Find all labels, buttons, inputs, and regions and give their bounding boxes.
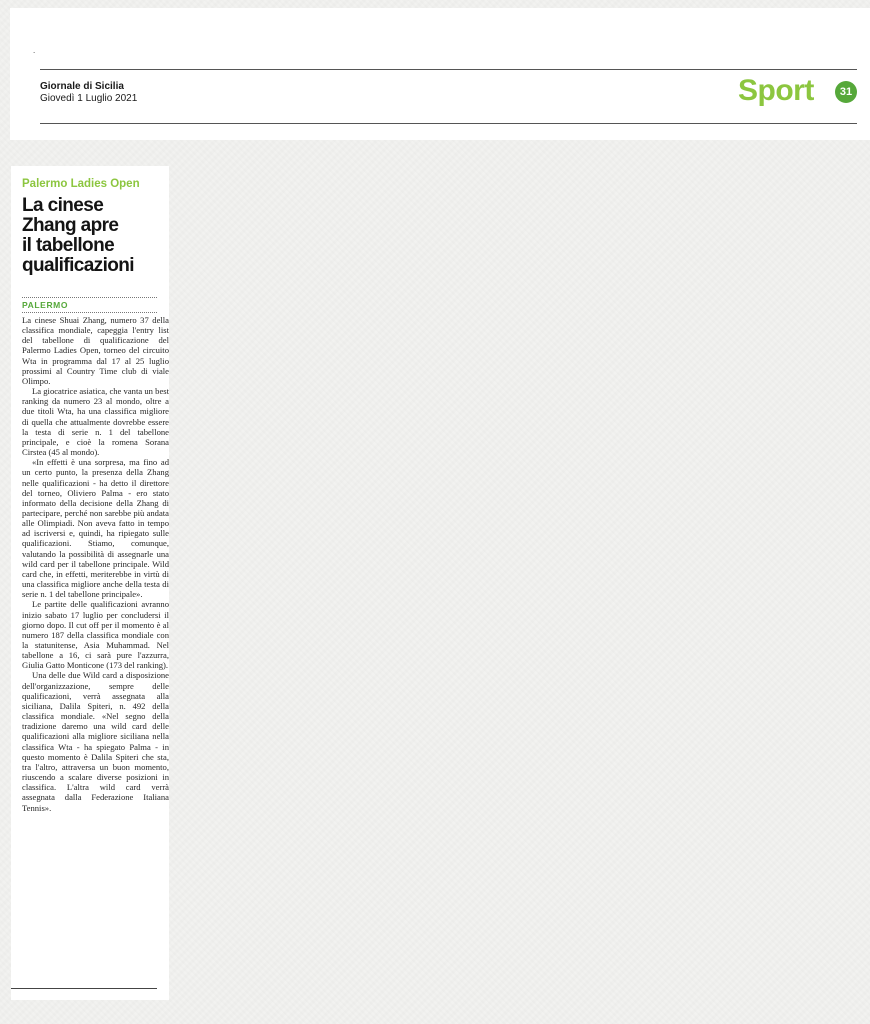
article-bottom-rule [11,988,157,989]
header-top-rule [40,69,857,70]
article-paragraph: La giocatrice asiatica, che vanta un best ranking da numero 23 al mondo, oltre a due titoli Wta, ha una classifica migliore di quella che attualmente dovrebbe essere la testa di serie n. 1 del tabellone principale, e cioè la romena Sorana Cirstea (45 al mondo). [22,386,169,458]
article-kicker: Palermo Ladies Open [22,178,140,190]
dateline-top-rule [22,297,157,298]
section-title: Sport [738,74,814,107]
article-paragraph: Le partite delle qualificazioni avranno inizio sabato 17 luglio per concludersi il giorno dopo. Il cut off per il momento è al numero 187 della classifica mondiale con la statunitense, Asia Muhammad. Nel tabellone a 16, ci sarà pure l'azzurra, Giulia Gatto Monticone (173 del ranking). [22,599,169,671]
publication-date: Giovedì 1 Luglio 2021 [40,93,138,104]
article-paragraph: Una delle due Wild card a disposizione dell'organizzazione, sempre delle qualificazioni, verrà assegnata alla siciliana, Dalila Spiteri, n. 492 della classifica mondiale. «Nel segno della tradizione daremo una wild card delle qualificazioni alla migliore siciliana nella classifica Wta - ha spiegato Palma - in questo momento è Dalila Spiteri che sta, tra l'altro, attraversa un buon momento, riuscendo a scalare diverse posizioni in classifica. L'altra wild card verrà assegnata dalla Federazione Italiana Tennis». [22,670,169,813]
article-dateline: PALERMO [22,300,69,310]
header-dot: . [33,46,36,55]
article-paragraph: La cinese Shuai Zhang, numero 37 della classifica mondiale, capeggia l'entry list del tabellone di qualificazione del Palermo Ladies Open, torneo del circuito Wta in programma dal 17 al 25 luglio prossimi al Country Time club di viale Olimpo. [22,315,169,386]
article-column [11,166,169,1000]
dateline-bottom-rule [22,312,157,313]
article-headline: La cinese Zhang apre il tabellone qualificazioni [22,195,134,276]
header-bottom-rule [40,123,857,124]
newspaper-name: Giornale di Sicilia [40,81,124,92]
page-number-badge: 31 [835,81,857,103]
article-paragraph: «In effetti è una sorpresa, ma fino ad un certo punto, la presenza della Zhang nelle qualificazioni - ha detto il direttore del torneo, Oliviero Palma - ero stato informato della decisione della Zhang di partecipare, perché non sarebbe più andata alle Olimpiadi. Non aveva fatto in tempo ad iscriversi e, quindi, ha ripiegato sulle qualificazioni. Stiamo, comunque, valutando la possibilità di assegnarle una wild card per il tabellone principale. Wild card che, in effetti, meriterebbe in virtù di una classifica migliore anche della testa di serie n. 1 del tabellone principale». [22,457,169,600]
article-body [22,315,169,813]
page-header [10,8,870,140]
